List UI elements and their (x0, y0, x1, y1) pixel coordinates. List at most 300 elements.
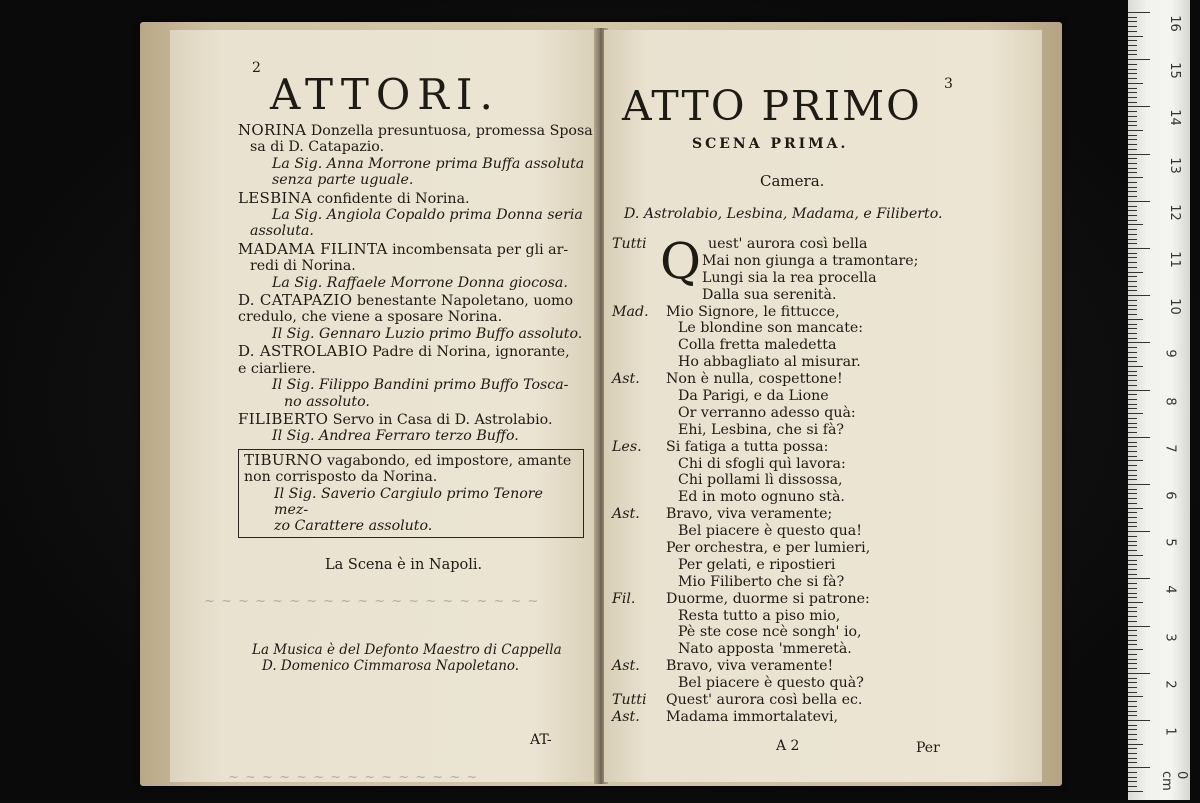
ruler-tick (1128, 59, 1150, 60)
ruler-tick (1128, 239, 1137, 240)
ruler-tick (1128, 210, 1137, 211)
ruler-tick (1128, 442, 1137, 443)
ruler-tick (1128, 583, 1137, 584)
ruler-tick (1128, 729, 1137, 730)
signature-mark: A 2 (776, 738, 800, 754)
dialogue-line (612, 574, 1032, 591)
verse-text: Si fatiga a tutta possa: (666, 438, 829, 455)
ruler-tick (1128, 26, 1137, 27)
actor-credit-continued: zo Carattere assoluto. (274, 518, 433, 535)
ruler-tick (1128, 45, 1137, 46)
ruler-tick (1128, 578, 1150, 579)
ruler-tick (1128, 446, 1137, 447)
ruler-tick (1128, 630, 1137, 631)
ruler-tick (1128, 550, 1137, 551)
ruler-tick (1128, 243, 1137, 244)
actor-credit: La Sig. Angiola Copaldo prima Donna seria (272, 207, 583, 224)
music-credit-line: La Musica è del Defonto Maestro di Cappella (252, 642, 562, 658)
ruler-tick (1128, 352, 1137, 353)
ruler-tick (1128, 772, 1137, 773)
character-description: incombensata per gli ar- (392, 241, 569, 258)
ruler-tick (1128, 116, 1137, 117)
scene-place: Camera. (760, 172, 825, 190)
ruler-tick (1128, 324, 1137, 325)
ruler-tick (1128, 257, 1137, 258)
ruler-tick (1128, 734, 1137, 735)
ruler-tick (1128, 73, 1137, 74)
cast-entry (238, 411, 593, 445)
cast-entry (238, 122, 593, 189)
ruler-tick (1128, 777, 1137, 778)
verse-text: Pè ste cose ncè songh' io, (678, 624, 862, 641)
ruler-tick (1128, 635, 1137, 636)
verse-text: Non è nulla, cospettone! (666, 371, 843, 388)
ruler-tick (1128, 182, 1137, 183)
ruler-tick (1128, 366, 1143, 367)
ruler-tick (1128, 720, 1150, 721)
ruler-tick (1128, 206, 1137, 207)
ruler-tick (1128, 229, 1137, 230)
ruler-number: 1 (1162, 727, 1178, 736)
ruler-tick (1128, 682, 1137, 683)
verse-text: Lungi sia la rea procella (702, 269, 877, 286)
tiburno-boxed-entry (238, 449, 584, 538)
ruler-tick (1128, 687, 1137, 688)
ruler-number: 3 (1162, 632, 1178, 642)
character-name: TIBURNO (244, 450, 323, 469)
verse-text: Bel piacere è questo qua! (678, 523, 862, 540)
ruler-tick (1128, 69, 1137, 70)
verse-text: Mio Filiberto che si fà? (678, 573, 845, 590)
dialogue-line (612, 540, 1032, 557)
dialogue-line (612, 675, 1032, 692)
ruler-tick (1128, 555, 1143, 556)
scene-characters: D. Astrolabio, Lesbina, Madama, e Filiberto. (624, 206, 943, 222)
ruler-tick (1128, 503, 1137, 504)
ruler-tick (1128, 526, 1137, 527)
ruler-tick (1128, 465, 1137, 466)
ruler-tick (1128, 338, 1137, 339)
dialogue-line (612, 692, 1032, 709)
ruler-tick (1128, 437, 1150, 438)
ruler-tick (1128, 791, 1143, 792)
ruler-tick (1128, 380, 1137, 381)
ruler-number: 16 (1166, 15, 1182, 32)
ruler-tick (1128, 748, 1137, 749)
dialogue-line (612, 337, 1032, 354)
ruler-tick (1128, 224, 1143, 225)
ruler-number: 14 (1166, 109, 1182, 127)
speaker-label: Tutti (612, 692, 647, 709)
ruler-tick (1128, 158, 1137, 159)
ruler-tick (1128, 607, 1137, 608)
ruler-tick (1128, 659, 1137, 660)
ruler-tick (1128, 432, 1137, 433)
ruler-tick (1128, 597, 1137, 598)
dialogue-line (612, 456, 1032, 473)
left-page-number: 2 (252, 60, 261, 76)
ruler-tick (1128, 328, 1137, 329)
ruler-tick (1128, 149, 1137, 150)
verse-text: Chi pollami lì dissossa, (678, 472, 843, 489)
ruler-tick (1128, 644, 1137, 645)
verse-text: Quest' aurora così bella ec. (666, 692, 863, 709)
ruler-tick (1128, 701, 1137, 702)
character-description-continued: sa di D. Catapazio. (250, 139, 385, 156)
ruler-tick (1128, 427, 1137, 428)
actor-credit: Il Sig. Saverio Cargiulo primo Tenore mez- (274, 485, 543, 518)
dialogue-line (612, 439, 1032, 456)
dialogue-line (612, 253, 1032, 270)
ruler-tick (1128, 347, 1137, 348)
verse-text: Nato apposta 'mmeretà. (678, 641, 852, 658)
verse-text: Ho abbagliato al misurar. (678, 354, 861, 371)
actor-credit: La Sig. Anna Morrone prima Buffa assoluta (272, 155, 585, 172)
actor-credit: Il Sig. Gennaro Luzio primo Buffo assoluto. (272, 325, 583, 342)
ruler-tick (1128, 267, 1137, 268)
actor-credit-continued: no assoluto. (284, 393, 370, 410)
dialogue-line (612, 624, 1032, 641)
ruler-tick (1128, 371, 1137, 372)
ruler-tick (1128, 220, 1137, 221)
ruler-tick (1128, 248, 1150, 249)
ruler-number: 7 (1162, 444, 1178, 453)
speaker-label: Fil. (612, 590, 636, 607)
ruler-tick (1128, 536, 1137, 537)
cast-entry (238, 343, 593, 410)
ruler-tick (1128, 276, 1137, 277)
ruler-tick (1128, 616, 1137, 617)
ruler-tick (1128, 484, 1150, 485)
ruler-tick (1128, 290, 1137, 291)
ruler-tick (1128, 357, 1137, 358)
ruler-tick (1128, 177, 1143, 178)
speaker-label: Ast. (612, 371, 640, 388)
ruler-tick (1128, 574, 1137, 575)
verse-text: Da Parigi, e da Lione (678, 388, 829, 405)
character-name: MADAMA FILINTA (238, 239, 388, 258)
verse-text: Ehi, Lesbina, che si fà? (678, 421, 845, 438)
ruler-tick (1128, 135, 1137, 136)
actor-credit: Il Sig. Andrea Ferraro terzo Buffo. (272, 428, 519, 445)
ruler-number: 12 (1166, 204, 1182, 221)
ruler-number: 11 (1166, 251, 1182, 268)
character-description-continued: redi di Norina. (250, 258, 356, 275)
dialogue-line (612, 354, 1032, 371)
character-name: NORINA (238, 121, 307, 139)
cast-entry (238, 241, 593, 291)
ruler-tick (1128, 692, 1137, 693)
ruler-tick (1128, 106, 1150, 107)
verse-text: Resta tutto a piso mio, (678, 607, 841, 624)
ruler-tick (1128, 139, 1137, 140)
ruler-tick (1128, 300, 1137, 301)
character-description: vagabondo, ed impostore, amante (326, 452, 572, 469)
ruler-tick (1128, 649, 1143, 650)
ruler-tick (1128, 541, 1137, 542)
ruler-tick (1128, 125, 1137, 126)
verse-text: Bravo, viva veramente! (666, 658, 834, 675)
character-description-continued: e ciarliere. (238, 360, 316, 377)
bleed-through-text: ~ ~ ~ ~ ~ ~ ~ ~ ~ ~ ~ ~ ~ ~ ~ (228, 770, 479, 782)
ruler-tick (1128, 154, 1150, 155)
ruler-tick (1128, 163, 1137, 164)
scene-title: SCENA PRIMA. (692, 136, 849, 152)
catchword: AT- (530, 732, 552, 748)
ruler-tick (1128, 408, 1137, 409)
dialogue-line (612, 320, 1032, 337)
ruler-tick (1128, 715, 1137, 716)
verse-text: Dalla sua serenità. (702, 286, 837, 303)
dialogue-line (612, 608, 1032, 625)
right-page-number: 3 (944, 76, 953, 92)
ruler-number: 4 (1162, 585, 1178, 595)
ruler-number: 15 (1166, 62, 1182, 79)
verse-text: Or verranno adesso quà: (678, 404, 856, 421)
ruler-tick (1128, 40, 1137, 41)
ruler-tick (1128, 744, 1143, 745)
ruler-tick (1128, 602, 1143, 603)
ruler-tick (1128, 234, 1137, 235)
ruler-tick (1128, 418, 1137, 419)
ruler-tick (1128, 78, 1137, 79)
character-name: LESBINA (238, 188, 313, 207)
right-page (604, 30, 1042, 782)
ruler-tick (1128, 54, 1137, 55)
verse-text: uest' aurora così bella (708, 236, 868, 252)
character-description: Servo in Casa di D. Astrolabio. (332, 411, 553, 428)
actor-credit-continued: assoluta. (250, 223, 314, 240)
dialogue-line (612, 591, 1032, 608)
ruler-tick (1128, 399, 1137, 400)
speaker-label: Tutti (612, 236, 647, 252)
ruler-tick (1128, 531, 1150, 532)
ruler-tick (1128, 144, 1137, 145)
speaker-label: Mad. (612, 303, 649, 320)
ruler-tick (1128, 493, 1137, 494)
dialogue-line (612, 506, 1032, 523)
ruler-tick (1128, 253, 1137, 254)
left-page (170, 30, 598, 782)
dialogue-line (612, 304, 1032, 321)
ruler-tick (1128, 295, 1150, 296)
verse-text: Bel piacere è questo quà? (678, 675, 864, 692)
character-name: FILIBERTO (238, 409, 329, 428)
character-name: D. ASTROLABIO (238, 342, 368, 361)
ruler-tick (1128, 545, 1137, 546)
ruler-tick (1128, 12, 1150, 13)
dialogue-line (612, 270, 1032, 287)
ruler-tick (1128, 262, 1137, 263)
ruler-tick (1128, 64, 1137, 65)
dialogue-line (612, 388, 1032, 405)
verse-text: Mai non giunga a tramontare; (702, 252, 919, 269)
ruler-tick (1128, 375, 1137, 376)
ruler-tick (1128, 309, 1137, 310)
ruler-unit: 0 cm (1159, 771, 1189, 791)
catchword: Per (916, 740, 940, 756)
ruler-tick (1128, 663, 1137, 664)
actor-credit: Il Sig. Filippo Bandini primo Buffo Tosca- (272, 377, 569, 394)
verse-text: Ed in moto ognuno stà. (678, 489, 845, 506)
ruler-tick (1128, 470, 1137, 471)
ruler-number: 5 (1162, 538, 1178, 547)
verse-text: Chi di sfogli quì lavora: (678, 455, 846, 472)
ruler-tick (1128, 512, 1137, 513)
ruler-tick (1128, 286, 1137, 287)
ruler-tick (1128, 706, 1137, 707)
ruler-tick (1128, 385, 1137, 386)
ruler-tick (1128, 758, 1137, 759)
ruler-tick (1128, 281, 1137, 282)
music-credit-line: D. Domenico Cimmarosa Napoletano. (262, 658, 520, 674)
ruler-tick (1128, 668, 1137, 669)
character-name: D. CATAPAZIO (238, 291, 353, 310)
ruler-number: 6 (1162, 491, 1178, 500)
ruler-tick (1128, 560, 1137, 561)
speaker-label: Ast. (612, 708, 640, 725)
character-description: Donzella presuntuosa, promessa Sposa (310, 123, 593, 139)
ruler-tick (1128, 342, 1150, 343)
ruler-tick (1128, 781, 1137, 782)
ruler-tick (1128, 97, 1137, 98)
ruler-tick (1128, 460, 1143, 461)
ruler-tick (1128, 456, 1137, 457)
ruler-tick (1128, 88, 1137, 89)
character-description: confidente di Norina. (316, 190, 470, 207)
ruler-number: 9 (1162, 349, 1178, 359)
ruler-tick (1128, 423, 1137, 424)
ruler-tick (1128, 654, 1137, 655)
dialogue-line (612, 641, 1032, 658)
dialogue-line (612, 422, 1032, 439)
verse-text: Le blondine son mancate: (678, 320, 864, 337)
dialogue-line (612, 405, 1032, 422)
speaker-label: Ast. (612, 506, 640, 523)
ruler-tick (1128, 696, 1143, 697)
dialogue (612, 232, 1032, 726)
speaker-label: Les. (612, 438, 642, 455)
dialogue-line (612, 709, 1032, 726)
actor-credit-continued: senza parte uguale. (272, 172, 414, 189)
ruler-tick (1128, 314, 1137, 315)
scene-setting: La Scena è in Napoli. (325, 557, 483, 573)
act-title: ATTO PRIMO (622, 82, 922, 130)
ruler-tick (1128, 508, 1143, 509)
ruler-tick (1128, 319, 1143, 320)
ruler-number: 13 (1166, 156, 1182, 174)
ruler-tick (1128, 475, 1137, 476)
verse-text: Colla fretta maledetta (678, 337, 837, 354)
verse-text: Duorme, duorme si patrone: (666, 590, 870, 607)
verse-text: Madama immortalatevi, (666, 708, 839, 725)
ruler-tick (1128, 191, 1137, 192)
ruler-tick (1128, 640, 1137, 641)
ruler-tick (1128, 762, 1137, 763)
ruler-tick (1128, 489, 1137, 490)
ruler-tick (1128, 168, 1137, 169)
ruler-tick (1128, 739, 1137, 740)
ruler-tick (1128, 611, 1137, 612)
ruler-tick (1128, 305, 1137, 306)
ruler-tick (1128, 621, 1137, 622)
speaker-label: Ast. (612, 658, 640, 675)
ruler-tick (1128, 517, 1137, 518)
ruler-tick (1128, 498, 1137, 499)
cast-title: ATTORI. (270, 70, 500, 119)
ruler-tick (1128, 187, 1137, 188)
ruler-tick (1128, 593, 1137, 594)
ruler-tick (1128, 673, 1150, 674)
cast-entry (238, 292, 593, 342)
ruler-tick (1128, 17, 1137, 18)
dialogue-line (612, 236, 1032, 253)
verse-text: Per orchestra, e per lumieri, (666, 540, 871, 557)
ruler-tick (1128, 711, 1137, 712)
ruler-tick (1128, 413, 1143, 414)
ruler-tick (1128, 333, 1137, 334)
ruler-number: 8 (1162, 396, 1178, 406)
ruler-tick (1128, 201, 1150, 202)
ruler-tick (1128, 390, 1150, 391)
ruler-tick (1128, 21, 1137, 22)
dialogue-line (612, 472, 1032, 489)
ruler-tick (1128, 361, 1137, 362)
ruler-tick (1128, 102, 1137, 103)
ruler-tick (1128, 767, 1150, 768)
ruler-tick (1128, 31, 1137, 32)
verse-text: Bravo, viva veramente; (666, 506, 833, 523)
cast-list (238, 122, 593, 538)
ruler-tick (1128, 569, 1137, 570)
dialogue-line (612, 371, 1032, 388)
ruler-tick (1128, 564, 1137, 565)
dialogue-line (612, 489, 1032, 506)
drop-cap: Q (660, 232, 701, 290)
ruler-tick (1128, 451, 1137, 452)
dialogue-line (612, 658, 1032, 675)
ruler-tick (1128, 522, 1137, 523)
cast-entry (238, 190, 593, 240)
ruler-tick (1128, 121, 1137, 122)
ruler-tick (1128, 272, 1143, 273)
ruler-tick (1128, 753, 1137, 754)
verse-text: Mio Signore, le fittucce, (666, 303, 840, 320)
ruler-tick (1128, 678, 1137, 679)
ruler-tick (1128, 83, 1143, 84)
measuring-ruler (1128, 0, 1190, 800)
ruler-tick (1128, 111, 1137, 112)
ruler-tick (1128, 172, 1137, 173)
ruler-tick (1128, 394, 1137, 395)
ruler-tick (1128, 50, 1137, 51)
ruler-number: 2 (1162, 680, 1178, 689)
verse-text: Per gelati, e ripostieri (678, 556, 836, 573)
ruler-tick (1128, 479, 1137, 480)
ruler-tick (1128, 404, 1137, 405)
ruler-tick (1128, 725, 1137, 726)
character-description-continued: credulo, che viene a sposare Norina. (238, 309, 503, 326)
ruler-tick (1128, 196, 1137, 197)
character-description: benestante Napoletano, uomo (356, 293, 574, 310)
ruler-tick (1128, 588, 1137, 589)
dialogue-line (612, 287, 1032, 304)
dialogue-line (612, 523, 1032, 540)
actor-credit: La Sig. Raffaele Morrone Donna giocosa. (272, 274, 568, 291)
music-credit (252, 642, 562, 674)
ruler-tick (1128, 36, 1143, 37)
ruler-number: 10 (1166, 298, 1182, 315)
